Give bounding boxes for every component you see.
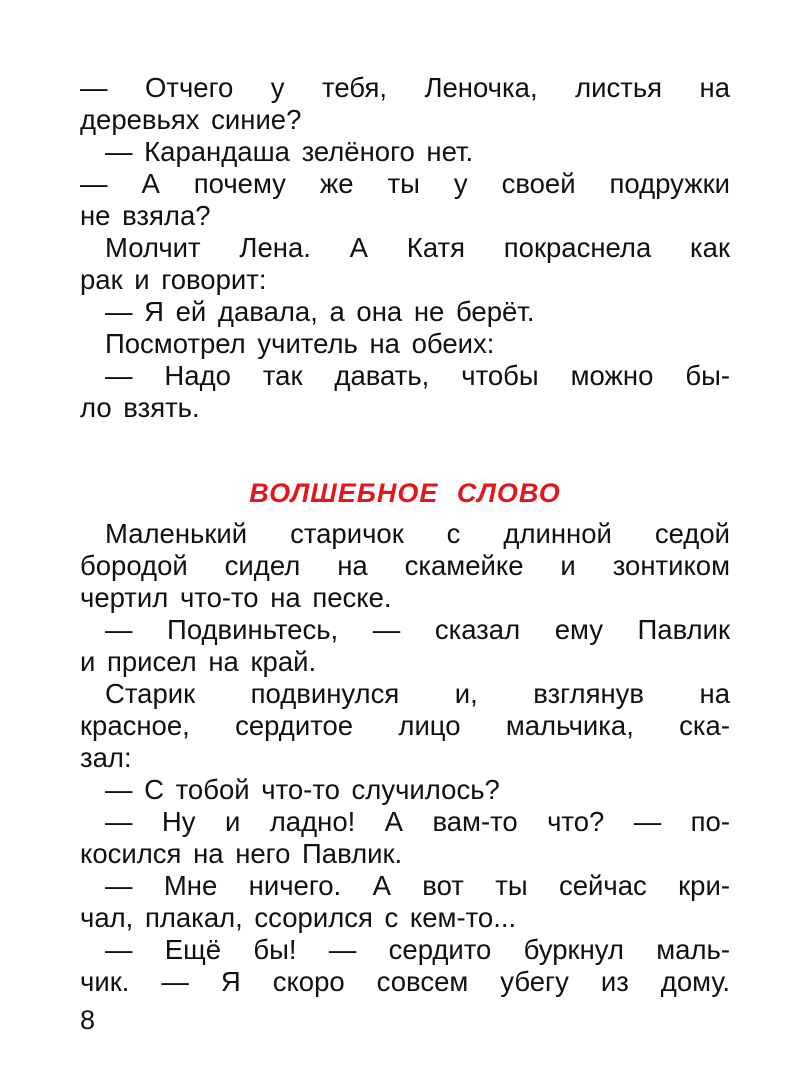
text-line: бородой сидел на скамейке и зонтиком	[80, 550, 730, 581]
text-line: чал, плакал, ссорился с кем-то...	[80, 902, 517, 933]
text-line: чертил что-то на песке.	[80, 582, 392, 613]
text-line: ло взять.	[80, 392, 200, 423]
book-page	[80, 0, 730, 1080]
text-line: красное, сердитое лицо мальчика, ска-	[80, 710, 730, 741]
text-line: — Надо так давать, чтобы можно бы-	[105, 360, 730, 391]
text-line: косился на него Павлик.	[80, 838, 403, 869]
text-line: и присел на край.	[80, 646, 317, 677]
text-line: зал:	[80, 742, 132, 773]
story-title: ВОЛШЕБНОЕ СЛОВО	[249, 478, 561, 508]
text-line: — Ну и ладно! А вам-то что? — по-	[105, 806, 730, 837]
text-line: — Ещё бы! — сердито буркнул маль-	[105, 934, 730, 965]
text-line: не взяла?	[80, 200, 211, 231]
text-line: — С тобой что-то случилось?	[105, 774, 500, 805]
text-line: Посмотрел учитель на обеих:	[105, 328, 495, 359]
text-line: рак и говорит:	[80, 264, 267, 295]
text-line: чик. — Я скоро совсем убегу из дому.	[80, 966, 730, 997]
text-line: деревьях синие?	[80, 104, 302, 135]
text-line: — Мне ничего. А вот ты сейчас кри-	[105, 870, 730, 901]
text-line: — Карандаша зелёного нет.	[105, 136, 474, 167]
page-number: 8	[80, 1005, 96, 1035]
text-line: — Отчего у тебя, Леночка, листья на	[80, 72, 730, 103]
text-line: Старик подвинулся и, взглянув на	[105, 678, 730, 709]
text-line: Молчит Лена. А Катя покраснела как	[105, 232, 730, 263]
text-line: — А почему же ты у своей подружки	[80, 168, 730, 199]
text-line: Маленький старичок с длинной седой	[105, 518, 730, 549]
text-line: — Я ей давала, а она не берёт.	[105, 296, 535, 327]
text-line: — Подвиньтесь, — сказал ему Павлик	[105, 614, 730, 645]
